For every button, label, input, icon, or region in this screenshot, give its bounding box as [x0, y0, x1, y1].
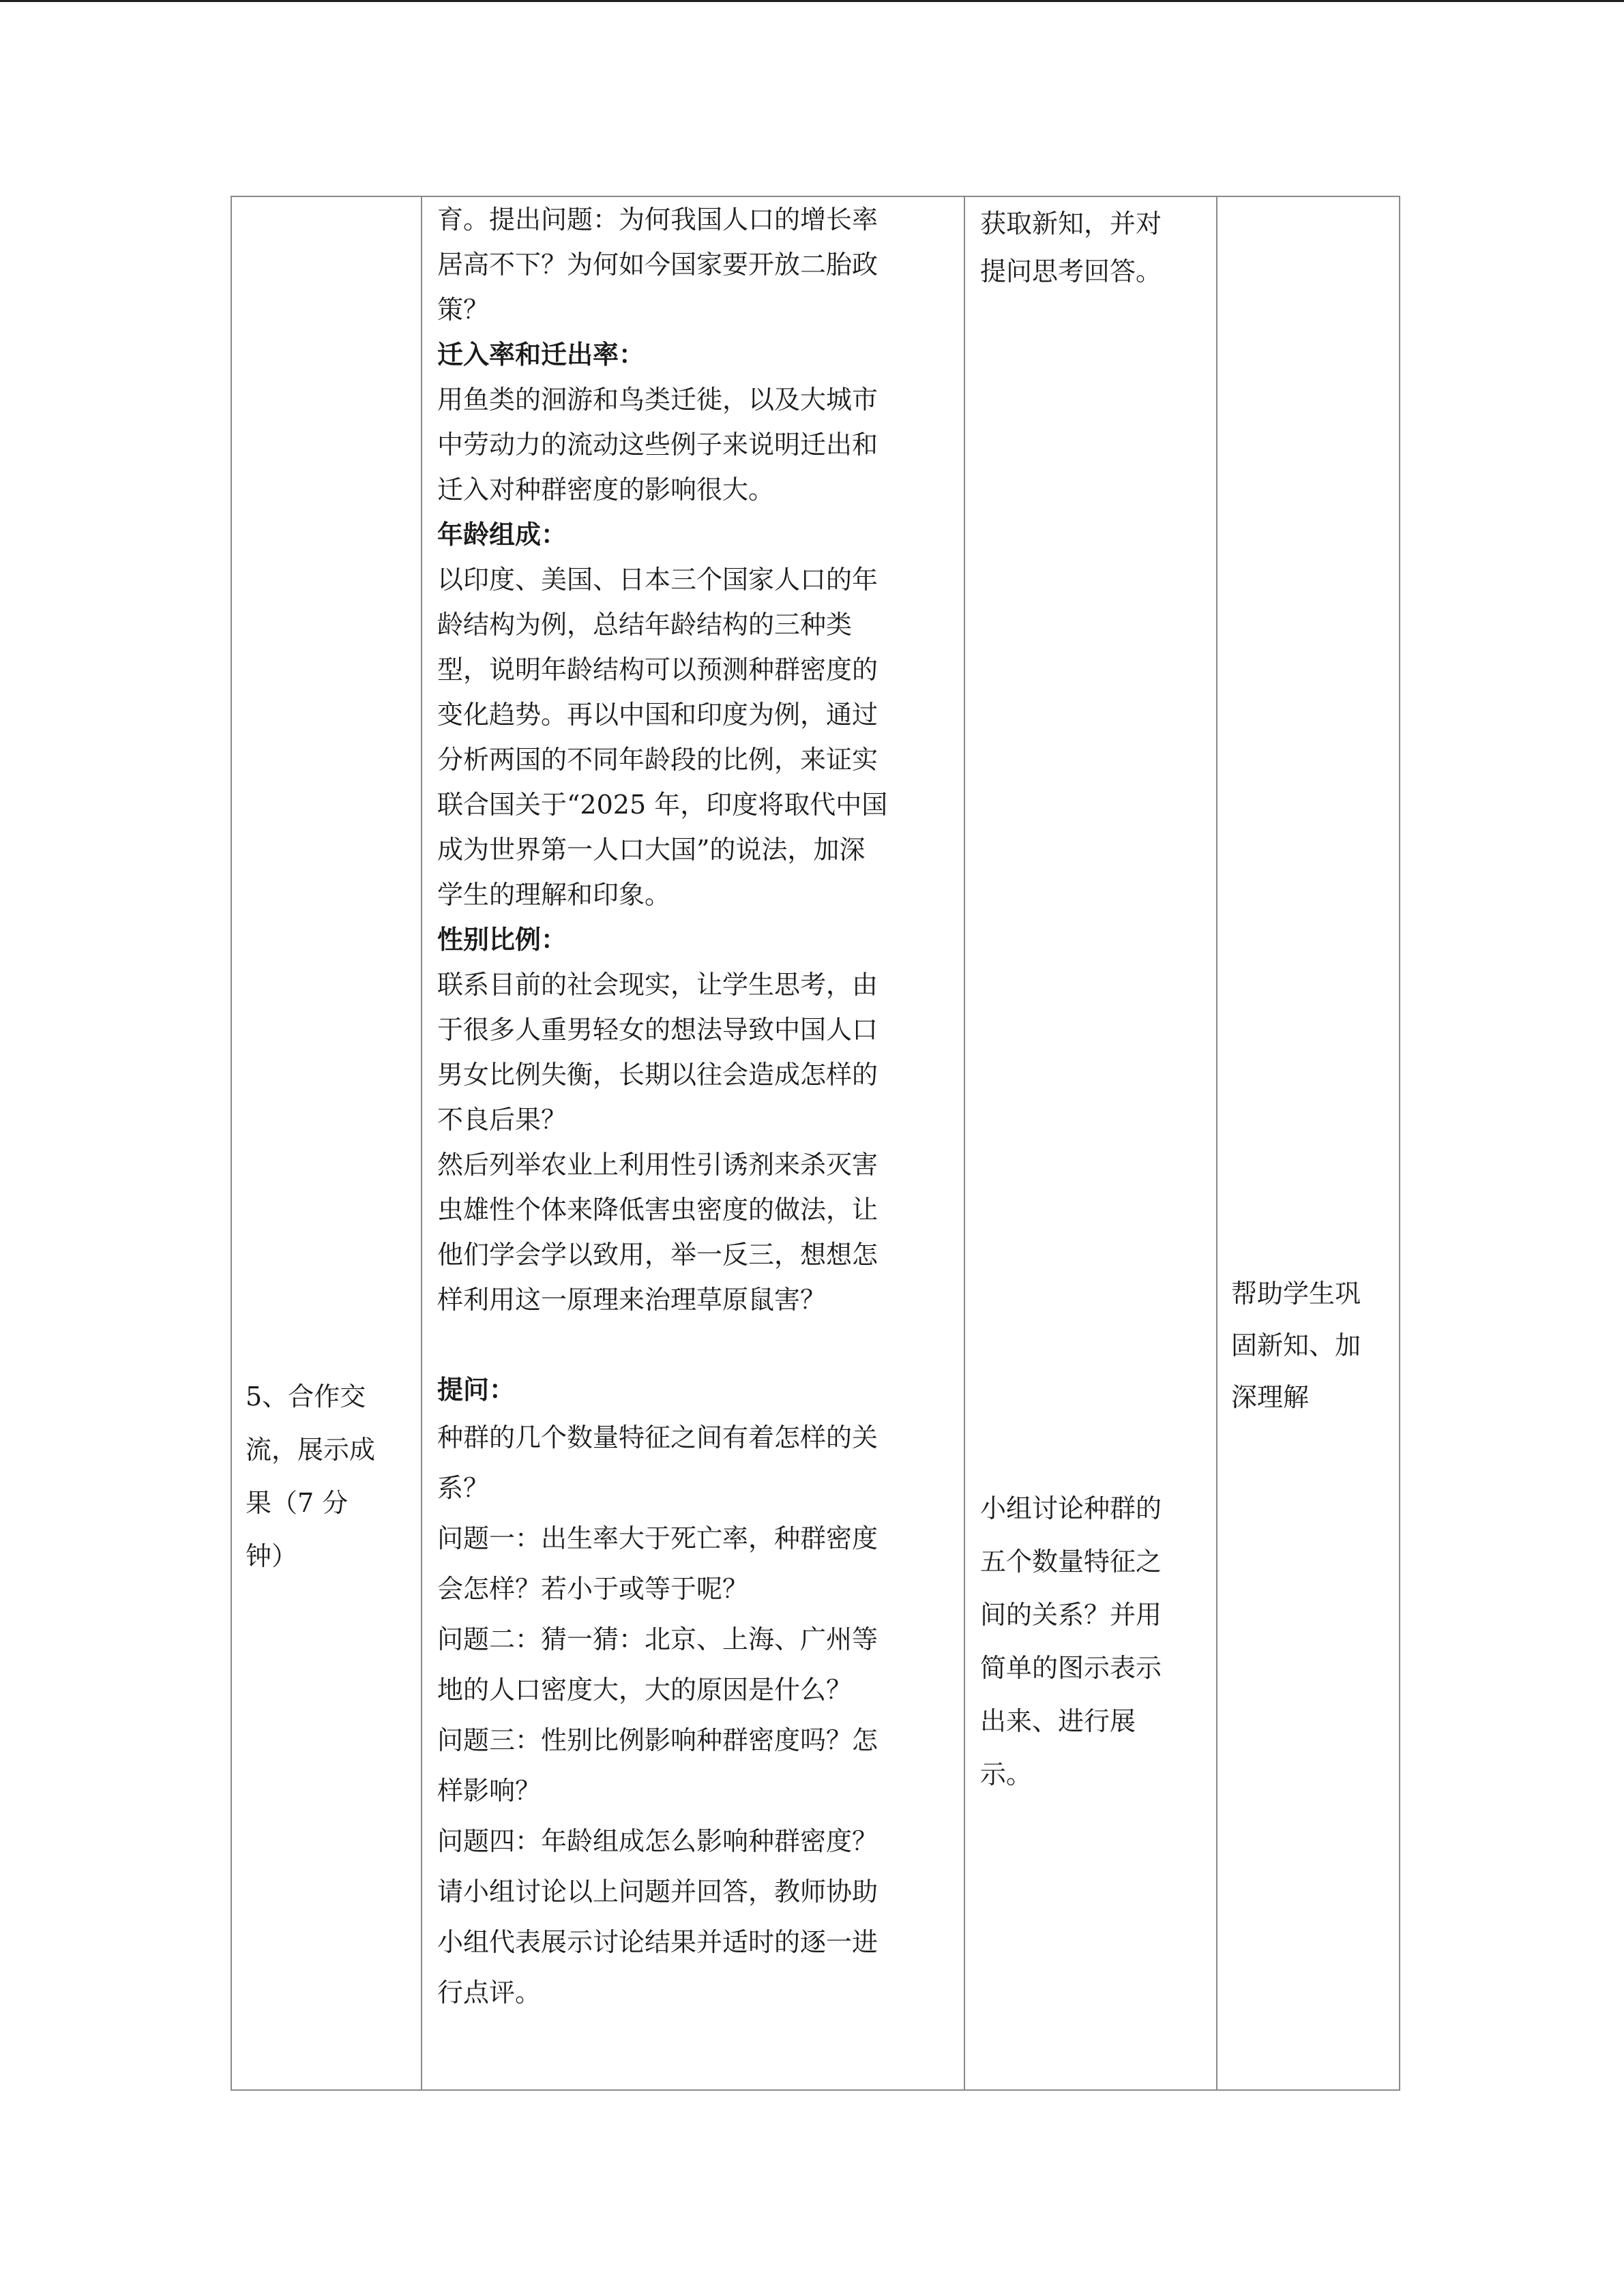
- age-line: 分析两国的不同年龄段的比例，来证实: [437, 745, 879, 775]
- design-intent-text: [1231, 1268, 1395, 1423]
- student-line: 五个数量特征之: [980, 1547, 1162, 1577]
- age-line: 学生的理解和印象。: [437, 880, 671, 910]
- intent-line: 帮助学生巩: [1231, 1279, 1361, 1309]
- sex-line: 联系目前的社会现实，让学生思考，由: [437, 970, 879, 1000]
- sex-line: 男女比例失衡，长期以往会造成怎样的: [437, 1060, 879, 1090]
- sex-line: 虫雄性个体来降低害虫密度的做法，让: [437, 1195, 879, 1225]
- student-line: 小组讨论种群的: [980, 1493, 1162, 1523]
- student-line: 获取新知，并对: [980, 209, 1162, 239]
- question-heading: 提问：: [437, 1375, 516, 1405]
- sex-line: 样利用这一原理来治理草原鼠害？: [437, 1285, 827, 1315]
- sex-line: 他们学会学以致用，举一反三，想想怎: [437, 1240, 879, 1270]
- page-top-rule: [0, 0, 1624, 2]
- question-line: 行点评。: [437, 1978, 542, 2008]
- teacher-line: 育。提出问题：为何我国人口的增长率: [437, 205, 879, 235]
- paragraph-gap: [437, 1322, 956, 1367]
- migration-heading: 迁入率和迁出率：: [437, 340, 645, 370]
- question-line: 地的人口密度大，大的原因是什么？: [437, 1675, 853, 1705]
- sex-heading: 性别比例：: [437, 925, 567, 955]
- intent-line: 固新知、加: [1231, 1330, 1361, 1360]
- age-line: 成为世界第一人口大国”的说法，加深: [437, 835, 866, 865]
- student-line: 提问思考回答。: [980, 256, 1162, 286]
- teacher-activity-text: [437, 197, 956, 2018]
- step-line: 钟）: [246, 1541, 298, 1571]
- question-line: 问题三：性别比例影响种群密度吗？怎: [437, 1725, 879, 1755]
- student-activity-top: [980, 200, 1205, 295]
- design-intent-cell: [1217, 196, 1400, 2090]
- question-line: 问题一：出生率大于死亡率，种群密度: [437, 1523, 879, 1553]
- student-activity-bottom: [980, 1482, 1205, 1801]
- step-cell: [231, 196, 422, 2090]
- age-line: 联合国关于“2025 年，印度将取代中国: [437, 790, 888, 820]
- step-line: 流，展示成: [246, 1435, 376, 1465]
- question-line: 小组代表展示讨论结果并适时的逐一进: [437, 1927, 879, 1957]
- question-line: 会怎样？若小于或等于呢？: [437, 1574, 749, 1604]
- age-line: 型，说明年龄结构可以预测种群密度的: [437, 655, 879, 685]
- sex-line: 然后列举农业上利用性引诱剂来杀灭害: [437, 1150, 879, 1180]
- teacher-line: 策？: [437, 295, 490, 325]
- sex-line: 不良后果？: [437, 1105, 567, 1135]
- table-row: [231, 196, 1400, 2090]
- question-line: 样影响？: [437, 1776, 542, 1806]
- step-text: [246, 1370, 409, 1583]
- migration-line: 迁入对种群密度的影响很大。: [437, 475, 775, 505]
- lesson-plan-table: [231, 196, 1400, 2091]
- student-line: 示。: [980, 1759, 1033, 1789]
- step-line: 果（7 分: [246, 1488, 349, 1518]
- question-line: 问题二：猜一猜：北京、上海、广州等: [437, 1624, 879, 1654]
- step-line: 5、合作交: [246, 1382, 366, 1412]
- migration-line: 中劳动力的流动这些例子来说明迁出和: [437, 430, 879, 460]
- age-line: 龄结构为例，总结年龄结构的三种类: [437, 610, 853, 640]
- student-line: 出来、进行展: [980, 1706, 1136, 1736]
- sex-line: 于很多人重男轻女的想法导致中国人口: [437, 1015, 879, 1045]
- age-line: 以印度、美国、日本三个国家人口的年: [437, 565, 879, 595]
- question-line: 系？: [437, 1473, 490, 1503]
- migration-line: 用鱼类的洄游和鸟类迁徙，以及大城市: [437, 385, 879, 415]
- student-line: 简单的图示表示: [980, 1653, 1162, 1683]
- age-heading: 年龄组成：: [437, 520, 567, 550]
- question-line: 问题四：年龄组成怎么影响种群密度？: [437, 1826, 879, 1856]
- teacher-line: 居高不下？为何如今国家要开放二胎政: [437, 250, 879, 280]
- teacher-activity-cell: [422, 196, 964, 2090]
- student-line: 间的关系？并用: [980, 1600, 1162, 1630]
- question-line: 种群的几个数量特征之间有着怎样的关: [437, 1422, 879, 1452]
- student-activity-cell: [964, 196, 1217, 2090]
- intent-line: 深理解: [1231, 1382, 1310, 1412]
- age-line: 变化趋势。再以中国和印度为例，通过: [437, 700, 879, 730]
- question-line: 请小组讨论以上问题并回答，教师协助: [437, 1877, 879, 1907]
